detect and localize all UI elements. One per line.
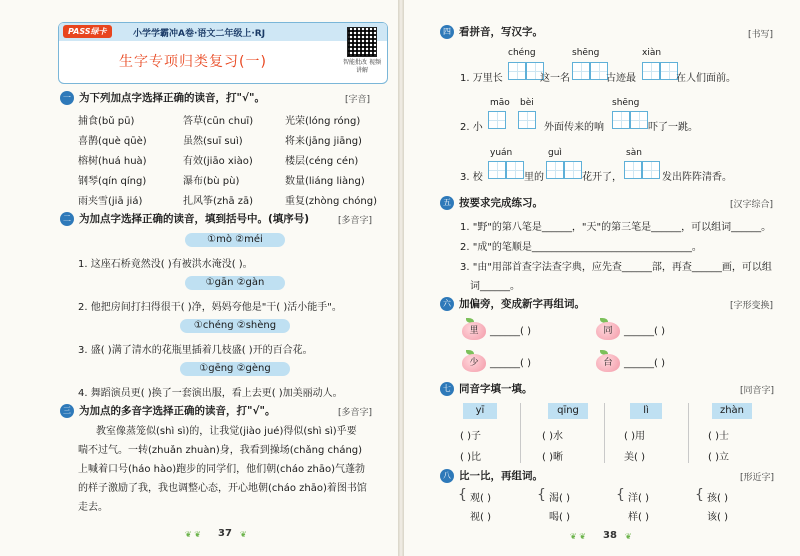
answer-blank[interactable]: 美( ) [624, 452, 645, 463]
section-3-header [60, 403, 275, 418]
pinyin-badge: zhàn [712, 403, 752, 419]
compare-item[interactable]: 渴( ) [549, 493, 570, 504]
column-divider [520, 403, 521, 463]
section-tag: [多音字] [338, 216, 373, 226]
compare-item[interactable]: 观( ) [470, 493, 491, 504]
section-title: 为加点的多音字选择正确的读音，打"√"。 [79, 405, 276, 417]
reading-item[interactable]: 数量(liáng liàng) [285, 176, 365, 187]
section-number: 八 [440, 469, 454, 483]
section-title: 为加点字选择正确的读音，填到括号中。(填序号) [79, 213, 310, 225]
paragraph-line[interactable]: 喘不过气。一转(zhuǎn zhuàn)身，我看到操场(chǎng cháng) [78, 445, 363, 456]
page-number-left: 37 [218, 528, 232, 539]
section-number: 五 [440, 196, 454, 210]
answer-blank[interactable]: ( )士 [708, 431, 729, 442]
reading-item[interactable]: 捕食(bǔ pū) [78, 116, 135, 127]
header-box [58, 22, 388, 84]
leaf-icon: ❦ [240, 530, 247, 539]
option-pill: ①gēng ②gèng [180, 362, 290, 376]
exercise-text: 发出阵阵清香。 [662, 172, 732, 183]
answer-blank[interactable]: ______( ) [490, 358, 531, 369]
compare-item[interactable]: 样( ) [628, 512, 649, 523]
column-divider [688, 403, 689, 463]
exercise-text: 吓了一跳。 [648, 122, 698, 133]
brace-icon: { [537, 487, 546, 503]
pinyin-label: shēng [612, 98, 640, 108]
brace-icon: { [458, 487, 467, 503]
exercise-text: 1. 万里长 [460, 73, 503, 84]
section-number: 六 [440, 297, 454, 311]
section-number: 三 [60, 404, 74, 418]
section-title: 为下列加点字选择正确的读音，打"√"。 [79, 92, 265, 104]
paragraph-line[interactable]: 上喊着口号(háo hào)跑步的同学们，他们朝(cháo zhāo)气蓬勃 [78, 464, 366, 475]
header-subtitle: 小学学霸冲A卷·语文二年级上·RJ [133, 29, 266, 39]
exercise-line[interactable]: 1. 这座石桥竟然没( )有被洪水淹没( )。 [78, 259, 253, 270]
page-title: 生字专项归类复习(一) [119, 54, 267, 70]
exercise-line[interactable]: 3. "由"用部首查字法查字典，应先查______部，再查______画，可以组 [460, 262, 772, 273]
exercise-text: 花开了， [582, 172, 622, 183]
peach-char: 同 [596, 322, 620, 340]
leaf-icon: ❦ ❦ [185, 530, 201, 539]
writing-box[interactable] [630, 111, 648, 129]
option-pill: ①mò ②méi [185, 233, 285, 247]
writing-box[interactable] [506, 161, 524, 179]
section-7-header [440, 381, 533, 396]
qr-code-icon[interactable] [347, 27, 377, 57]
section-6-header [440, 296, 585, 311]
answer-blank[interactable]: ( )水 [542, 431, 563, 442]
leaf-icon: ❦ ❦ [570, 532, 586, 541]
pinyin-label: sàn [626, 148, 642, 158]
section-number: 二 [60, 212, 74, 226]
writing-box[interactable] [488, 161, 506, 179]
writing-box[interactable] [508, 62, 526, 80]
exercise-text: 3. 校 [460, 172, 483, 183]
book-spine [398, 0, 404, 556]
section-1-header [60, 90, 265, 105]
section-tag: [多音字] [338, 408, 373, 418]
pinyin-label: xiàn [642, 48, 662, 58]
section-5-header [440, 195, 543, 210]
answer-blank[interactable]: ( )立 [708, 452, 729, 463]
exercise-text: 里的 [524, 172, 544, 183]
pinyin-label: guì [548, 148, 562, 158]
paragraph-line[interactable]: 教室像蒸笼似(shì sì)的，让我觉(jiào jué)得似(shì sì)乎要 [96, 426, 357, 437]
answer-blank[interactable]: ( )比 [460, 452, 481, 463]
exercise-text: 外面传来的响 [544, 122, 604, 133]
brace-icon: { [616, 487, 625, 503]
leaf-icon: ❦ [625, 532, 632, 541]
pinyin-label: chéng [508, 48, 536, 58]
pinyin-label: shēng [572, 48, 600, 58]
paragraph-line[interactable]: 的样子激励了我，我也调整心态，开心地朝(cháo zhāo)着图书馆 [78, 483, 367, 494]
compare-item[interactable]: 视( ) [470, 512, 491, 523]
answer-blank[interactable]: ______( ) [490, 326, 531, 337]
writing-box[interactable] [642, 62, 660, 80]
reading-item[interactable]: 楼层(céng cén) [285, 156, 359, 167]
peach-char: 少 [462, 354, 486, 372]
exercise-text: 这一名 [540, 73, 570, 84]
section-number: 一 [60, 91, 74, 105]
pinyin-label: yuán [490, 148, 513, 158]
exercise-line[interactable]: 4. 舞蹈演员更( )换了一套演出服，看上去更( )加美丽动人。 [78, 388, 343, 399]
section-title: 同音字填一填。 [459, 383, 533, 395]
peach-char: 里 [462, 322, 486, 340]
exercise-line[interactable]: 2. 他把房间打扫得很干( )净，妈妈夸他是"干( )活小能手"。 [78, 302, 342, 313]
reading-item[interactable]: 光荣(lóng róng) [285, 116, 361, 127]
section-number: 四 [440, 25, 454, 39]
exercise-text: 古迹最 [606, 73, 636, 84]
section-tag: [同音字] [740, 386, 775, 396]
peach-char: 台 [596, 354, 620, 372]
answer-blank[interactable]: ______( ) [624, 326, 665, 337]
section-tag: [形近字] [740, 473, 775, 483]
exercise-line[interactable]: 2. "成"的笔顺是________________________________。 [460, 242, 702, 253]
compare-item[interactable]: 孩( ) [707, 493, 728, 504]
brand-logo: PASS绿卡 [63, 25, 112, 38]
page-number-right: 38 [603, 530, 617, 541]
section-title: 按要求完成练习。 [459, 197, 543, 209]
answer-blank[interactable]: ( )子 [460, 431, 481, 442]
option-pill: ①chéng ②shèng [180, 319, 290, 333]
reading-item[interactable]: 虽然(suī suì) [183, 136, 243, 147]
section-2-header [60, 211, 309, 226]
paragraph-line: 走去。 [78, 502, 108, 513]
reading-item[interactable]: 有效(jiāo xiào) [183, 156, 253, 167]
section-title: 看拼音，写汉字。 [459, 26, 543, 38]
pinyin-label: bèi [520, 98, 534, 108]
exercise-text: 2. 小 [460, 122, 483, 133]
compare-item[interactable]: 喝( ) [549, 512, 570, 523]
exercise-line[interactable]: 1. "野"的第八笔是______，"天"的第三笔是______，可以组词______。 [460, 222, 772, 233]
section-tag: [汉字综合] [730, 200, 774, 210]
option-pill: ①gān ②gàn [185, 276, 285, 290]
exercise-line[interactable]: 词______。 [470, 281, 520, 292]
writing-box[interactable] [546, 161, 564, 179]
answer-blank[interactable]: ( )晰 [542, 452, 563, 463]
answer-blank[interactable]: ( )用 [624, 431, 645, 442]
answer-blank[interactable]: ______( ) [624, 358, 665, 369]
compare-item[interactable]: 该( ) [707, 512, 728, 523]
reading-item[interactable]: 重复(zhòng chóng) [285, 196, 378, 207]
writing-box[interactable] [518, 111, 536, 129]
reading-item[interactable]: 榕树(huá huà) [78, 156, 147, 167]
writing-box[interactable] [564, 161, 582, 179]
section-tag: [书写] [748, 30, 774, 40]
reading-item[interactable]: 雨夹雪(jiā jiá) [78, 196, 143, 207]
reading-item[interactable]: 钢琴(qín qíng) [78, 176, 147, 187]
compare-item[interactable]: 洋( ) [628, 493, 649, 504]
section-number: 七 [440, 382, 454, 396]
section-4-header [440, 24, 543, 39]
section-title: 加偏旁，变成新字再组词。 [459, 298, 585, 310]
writing-box[interactable] [624, 161, 642, 179]
section-tag: [字形变换] [730, 301, 774, 311]
reading-item[interactable]: 答草(cūn chuī) [183, 116, 254, 127]
writing-box[interactable] [572, 62, 590, 80]
writing-box[interactable] [612, 111, 630, 129]
writing-box[interactable] [642, 161, 660, 179]
section-tag: [字音] [345, 95, 371, 105]
reading-item[interactable]: 将来(jāng jiāng) [285, 136, 362, 147]
pinyin-label: māo [490, 98, 510, 108]
pinyin-badge: yī [463, 403, 497, 419]
writing-box[interactable] [488, 111, 506, 129]
reading-item[interactable]: 扎风筝(zhā zā) [183, 196, 254, 207]
exercise-text: 在人们面前。 [676, 73, 736, 84]
reading-item[interactable]: 喜鹊(què qūè) [78, 136, 147, 147]
section-title: 比一比，再组词。 [459, 470, 543, 482]
column-divider [604, 403, 605, 463]
exercise-line[interactable]: 3. 盛( )满了清水的花瓶里插着几枝盛( )开的百合花。 [78, 345, 313, 356]
pinyin-badge: qīng [548, 403, 588, 419]
pinyin-badge: lì [630, 403, 662, 419]
section-8-header [440, 468, 543, 483]
qr-caption: 智能批改 视频讲解 [343, 59, 381, 74]
brace-icon: { [695, 487, 704, 503]
reading-item[interactable]: 瀑布(bù pù) [183, 176, 240, 187]
